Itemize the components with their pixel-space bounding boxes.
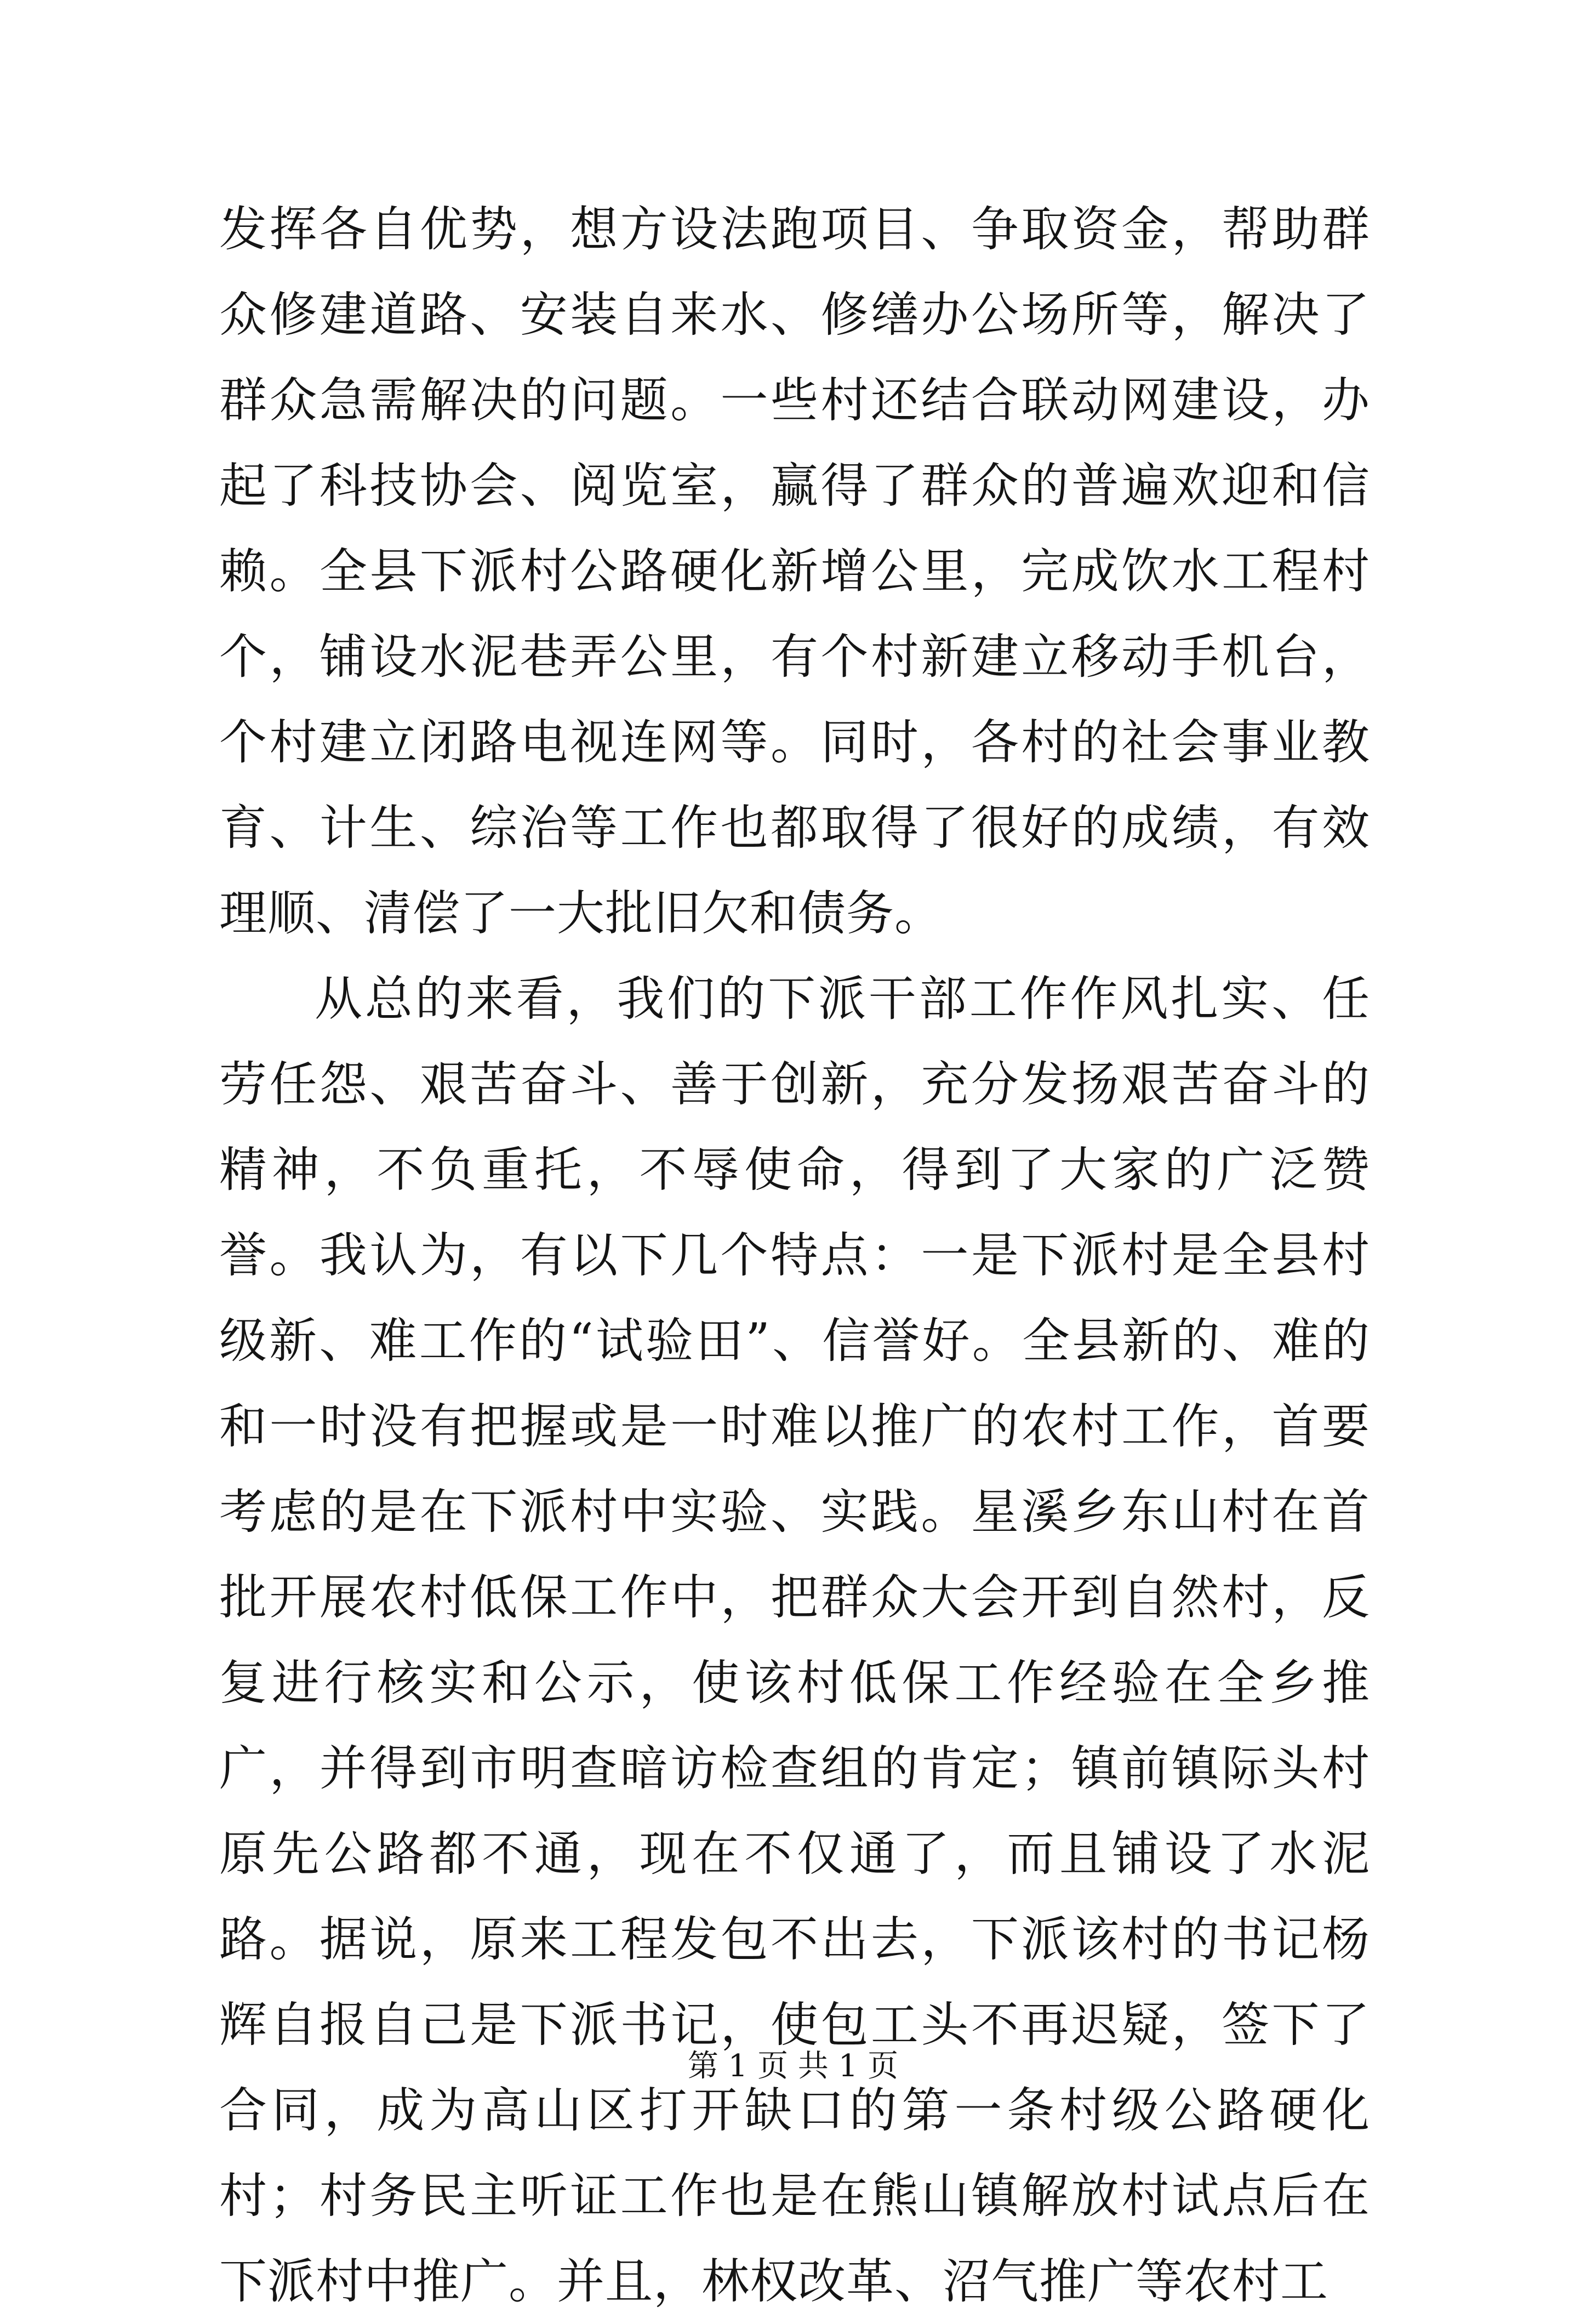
body-text [219, 186, 1370, 2324]
paragraph-1: 发挥各自优势，想方设法跑项目、争取资金，帮助群众修建道路、安装自来水、修缮办公场所等，解决了群众急需解决的问题。一些村还结合联动网建设，办起了科技协会、阅览室，赢得了群众的普遍欢迎和信赖。全县下派村公路硬化新增公里，完成饮水工程村个，铺设水泥巷弄公里，有个村新建立移动手机台，个村建立闭路电视连网等。同时，各村的社会事业教育、计生、综治等工作也都取得了很好的成绩，有效理顺、清偿了一大批旧欠和债务。 [219, 201, 1370, 941]
paragraph-2: 从总的来看，我们的下派干部工作作风扎实、任劳任怨、艰苦奋斗、善于创新，充分发扬艰苦奋斗的精神，不负重托，不辱使命，得到了大家的广泛赞誉。我认为，有以下几个特点：一是下派村是全县村级新、难工作的“试验田”、信誉好。全县新的、难的和一时没有把握或是一时难以推广的农村工作，首要考虑的是在下派村中实验、实践。星溪乡东山村在首批开展农村低保工作中，把群众大会开到自然村，反复进行核实和公示，使该村低保工作经验在全乡推广，并得到市明查暗访检查组的肯定；镇前镇际头村原先公路都不通，现在不仅通了，而且铺设了水泥路。据说，原来工程发包不出去，下派该村的书记杨辉自报自己是下派书记，使包工头不再迟疑，签下了合同，成为高山区打开缺口的第一条村级公路硬化村；村务民主听证工作也是在熊山镇解放村试点后在下派村中推广。并且，林权改革、沼气推广等农村工 [219, 971, 1370, 2309]
page-footer: 第 1 页 共 1 页 [687, 2048, 899, 2084]
